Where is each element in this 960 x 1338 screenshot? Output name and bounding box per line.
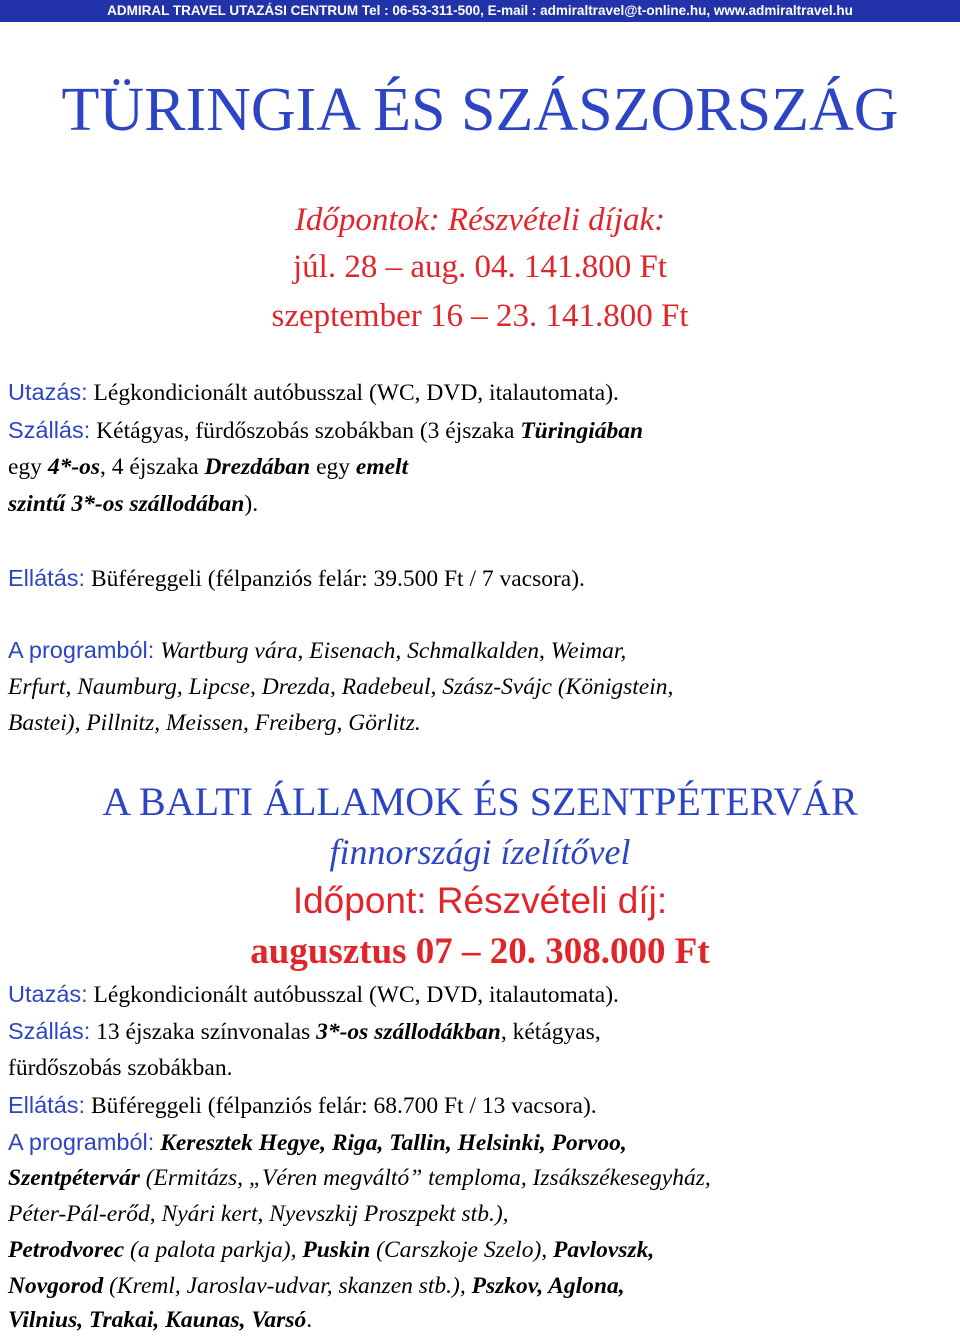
tour2-program-line-1 bbox=[8, 1124, 952, 1161]
program-places: Keresztek Hegye, Riga, Tallin, Helsinki, Porvoo, bbox=[160, 1130, 627, 1156]
travel-label: Utazás: bbox=[8, 981, 88, 1007]
tour2-title: A BALTI ÁLLAMOK ÉS SZENTPÉTERVÁR bbox=[102, 779, 858, 824]
stay-hotel-class: szintű 3*-os szállodában bbox=[8, 491, 245, 517]
tour2-travel bbox=[8, 976, 952, 1013]
tour2-stay-line-1 bbox=[8, 1013, 952, 1050]
stay-hotel-class: 4*-os bbox=[47, 454, 101, 480]
tour2-date: augusztus 07 – 20. 308.000 Ft bbox=[250, 931, 710, 972]
program-detail: (Carszkoje Szelo), bbox=[376, 1237, 548, 1263]
stay-hotel-class: 3*-os szállodákban bbox=[316, 1019, 501, 1045]
travel-label: Utazás: bbox=[8, 379, 88, 405]
program-label: A programból: bbox=[8, 1129, 155, 1155]
program-detail: (Ermitázs, „Véren megváltó” temploma, Izsákszékesegyház, bbox=[145, 1165, 711, 1191]
tour2-program-line-6 bbox=[8, 1302, 952, 1338]
program-place: Vilnius, Trakai, Kaunas, Varsó bbox=[8, 1307, 307, 1333]
program-place: Novgorod bbox=[8, 1273, 104, 1299]
tour1-stay-line-2 bbox=[8, 449, 952, 485]
tour1-program-line-3: Bastei), Pillnitz, Meissen, Freiberg, Görlitz. bbox=[8, 710, 421, 736]
program-place: Puskin bbox=[302, 1237, 371, 1263]
tour2-program-line-3: Péter-Pál-erőd, Nyári kert, Nyevszkij Proszpekt stb.), bbox=[8, 1201, 509, 1227]
stay-label: Szállás: bbox=[8, 417, 91, 443]
stay-region: Türingiában bbox=[520, 418, 644, 444]
tour1-board bbox=[8, 560, 952, 597]
program-text: Wartburg vára, Eisenach, Schmalkalden, Weimar, bbox=[160, 638, 627, 664]
stay-label: Szállás: bbox=[8, 1018, 91, 1044]
stay-text: , kétágyas, bbox=[500, 1019, 601, 1045]
program-place: Pavlovszk, bbox=[553, 1237, 655, 1263]
program-detail: (a palota parkja), bbox=[130, 1237, 297, 1263]
tour2-subtitle: finnországi ízelítővel bbox=[329, 832, 631, 872]
travel-text: Légkondicionált autóbusszal (WC, DVD, italautomata). bbox=[93, 380, 619, 406]
tour2-program-line-5 bbox=[8, 1268, 952, 1304]
stay-text: ). bbox=[244, 491, 259, 517]
tour1-stay-line-1 bbox=[8, 412, 952, 449]
travel-text: Légkondicionált autóbusszal (WC, DVD, italautomata). bbox=[93, 982, 619, 1008]
tour2-date-heading: Időpont: Részvételi díj: bbox=[292, 880, 668, 921]
tour1-dates-heading: Időpontok: Részvételi díjak: bbox=[294, 202, 666, 238]
tour2-program-line-4 bbox=[8, 1232, 952, 1268]
stay-city: Drezdában bbox=[204, 454, 311, 480]
stay-text: 13 éjszaka színvonalas bbox=[96, 1019, 311, 1045]
program-place: Petrodvorec bbox=[8, 1237, 125, 1263]
stay-text: , 4 éjszaka bbox=[100, 454, 199, 480]
tour1-stay-line-3 bbox=[8, 486, 952, 522]
tour2-board bbox=[8, 1087, 952, 1124]
board-text: Büféreggeli (félpanziós felár: 68.700 Ft / 13 vacsora). bbox=[90, 1093, 597, 1119]
tour2-program-line-2 bbox=[8, 1160, 952, 1196]
agency-header: ADMIRAL TRAVEL UTAZÁSI CENTRUM Tel : 06-53-311-500, E-mail : admiraltravel@t-online.hu, www.admiraltravel.hu bbox=[0, 0, 960, 22]
stay-hotel-class: emelt bbox=[355, 454, 409, 480]
tour1-date-2: szeptember 16 – 23. 141.800 Ft bbox=[271, 298, 689, 334]
program-label: A programból: bbox=[8, 637, 155, 663]
stay-text: egy bbox=[316, 454, 351, 480]
program-place: Szentpétervár bbox=[8, 1165, 140, 1191]
program-detail: (Kreml, Jaroslav-udvar, skanzen stb.), bbox=[109, 1273, 466, 1299]
tour1-title: TÜRINGIA ÉS SZÁSZORSZÁG bbox=[61, 76, 899, 144]
program-detail: . bbox=[306, 1307, 313, 1333]
tour1-travel bbox=[8, 374, 952, 411]
tour2-stay-line-2: fürdőszobás szobákban. bbox=[8, 1055, 233, 1081]
board-label: Ellátás: bbox=[8, 1092, 86, 1118]
stay-text: Kétágyas, fürdőszobás szobákban (3 éjszaka bbox=[96, 418, 515, 444]
stay-text: egy bbox=[8, 454, 42, 480]
tour1-date-1: júl. 28 – aug. 04. 141.800 Ft bbox=[292, 249, 667, 285]
tour1-program-line-2: Erfurt, Naumburg, Lipcse, Drezda, Radebeul, Szász-Svájc (Königstein, bbox=[8, 674, 674, 700]
board-text: Büféreggeli (félpanziós felár: 39.500 Ft / 7 vacsora). bbox=[90, 566, 585, 592]
board-label: Ellátás: bbox=[8, 565, 86, 591]
tour1-program-line-1 bbox=[8, 632, 952, 669]
program-place: Pszkov, Aglona, bbox=[471, 1273, 625, 1299]
